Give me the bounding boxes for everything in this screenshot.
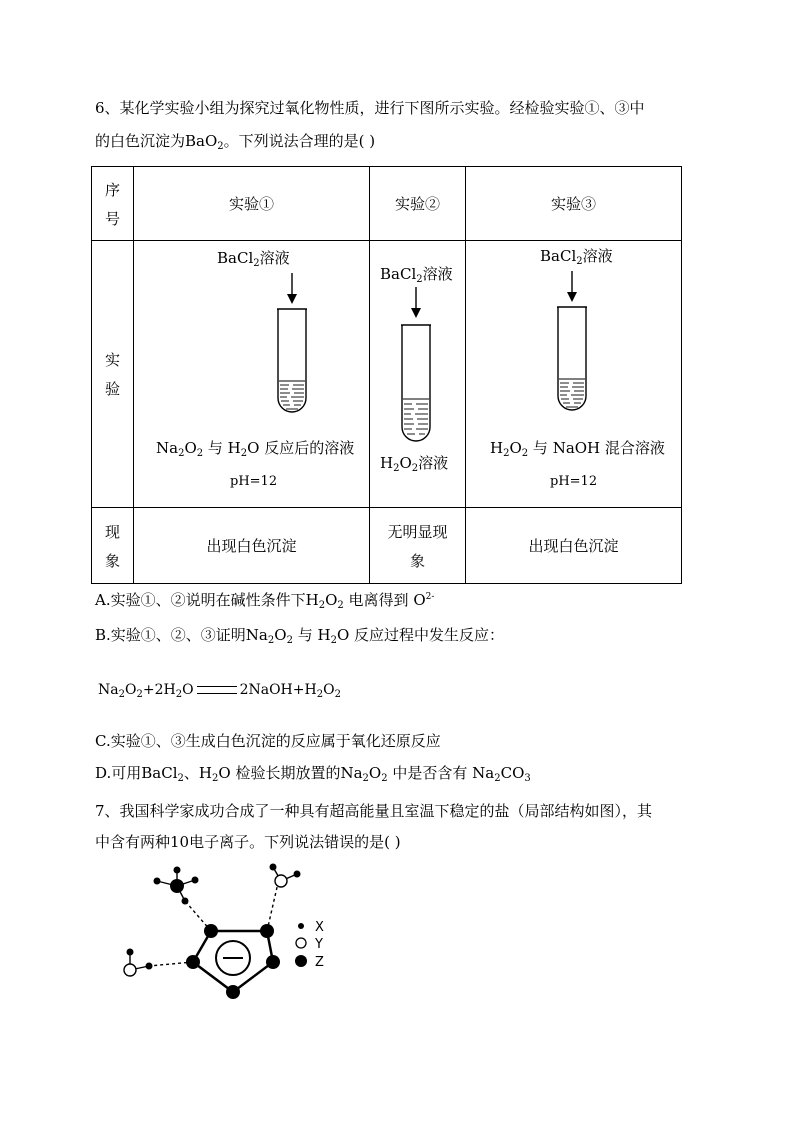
atom-z [226,985,240,999]
exp2-cell [370,241,466,508]
obs1-cell: 出现白色沉淀 [134,508,370,584]
exp3-ph: pH=12 [550,474,598,489]
header-index-2: 号 [104,209,120,228]
atom-x [174,867,181,874]
header-exp3: 实验③ [466,167,682,241]
option-d: D.可用BaCl$_2$、$H_2O$ 检验长期放置的$Na_2O_2$ 中是否含有 $Na_2CO_3$ [95,764,531,784]
option-b: B.实验①、②、③证明$Na_2O_2$ 与 $H_2O$ 反应过程中发生反应： [95,626,505,646]
q6-formula-sub: 2 [217,141,224,152]
atom-x [192,877,199,884]
atom-y [124,964,136,976]
atom-x [270,864,277,871]
exp1-test-tube [264,273,312,433]
obs2-line2: 象 [409,551,425,570]
atom-z [204,924,218,938]
legend-y-icon [296,938,306,948]
q6-formula: BaO [185,132,218,150]
option-a: A.实验①、②说明在碱性条件下$H_2O_2$ 电离得到 $O^{2-}$ [95,591,435,611]
exp3-solution: $H_2O_2$ 与 NaOH 混合溶液 [490,439,665,459]
option-b-equation: $Na_2O_2+2H_2O$ $2NaOH+H_2O_2$ [98,682,341,700]
exp2-reagent: BaCl$_2$溶液 [380,265,453,285]
exp3-cell [466,241,682,508]
atom-z [266,955,280,969]
atom-x [154,878,161,885]
atom-y [275,875,287,887]
legend-z-icon [295,955,307,967]
header-index-1: 序 [104,180,120,199]
equals-sign [197,686,237,694]
q6-line2 [95,131,375,157]
legend-z-label: Z [315,955,324,970]
exp2-solution: $H_2O_2$溶液 [380,454,449,474]
atom-x [182,898,189,905]
row-label-obs-1: 现 [104,522,120,541]
q6-line2-suffix: 。下列说法合理的是( ) [223,132,376,150]
exp3-test-tube [546,271,594,431]
atom-z [260,924,274,938]
legend-y-label: Y [315,937,323,952]
structure-diagram [115,862,345,1002]
atom-z [186,955,200,969]
q6-line1: 6、某化学实验小组为探究过氧化物性质，进行下图所示实验。经检验实验①、③中 [95,99,645,117]
header-exp1: 实验① [134,167,370,241]
atom-x [294,871,301,878]
row-label-exp-1: 实 [104,351,120,369]
row-label-observation [92,508,134,584]
exp3-reagent: BaCl$_2$溶液 [540,247,613,267]
atom-x [146,963,153,970]
row-label-obs-2: 象 [104,551,120,570]
q7-line2: 中含有两种10电子离子。下列说法错误的是( ) [95,833,401,851]
atom-x [127,949,134,956]
legend-x-label: X [315,920,324,935]
exp1-reagent: BaCl$_2$溶液 [217,249,290,269]
header-exp2: 实验② [370,167,466,241]
header-index-cell [92,167,134,241]
row-label-experiment [92,241,134,508]
atom-z [170,879,184,893]
obs2-cell [370,508,466,584]
experiment-table [91,166,682,584]
q7-line1: 7、我国科学家成功合成了一种具有超高能量且室温下稳定的盐（局部结构如图），其 [95,802,653,820]
row-label-exp-2: 验 [104,380,120,398]
q6-line2-prefix: 的白色沉淀为 [95,132,186,150]
exp2-test-tube [390,287,438,447]
obs3-cell: 出现白色沉淀 [466,508,682,584]
legend-x-icon [298,923,304,929]
option-c: C.实验①、③生成白色沉淀的反应属于氧化还原反应 [95,732,441,750]
obs2-line1: 无明显现 [387,522,448,541]
exp1-solution: $Na_2O_2$ 与 $H_2O$ 反应后的溶液 [156,439,355,459]
exp1-ph: pH=12 [230,474,278,489]
exp1-cell [134,241,370,508]
